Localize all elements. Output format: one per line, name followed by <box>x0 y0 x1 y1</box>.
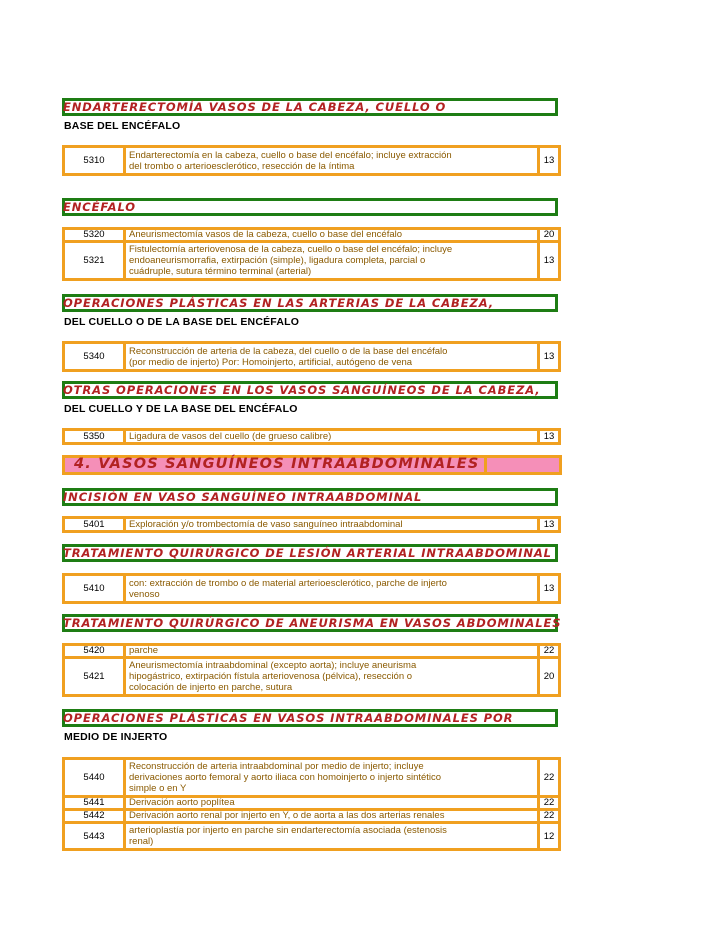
procedure-description <box>123 230 540 240</box>
procedure-code: 5321 <box>83 255 105 266</box>
procedure-description <box>123 344 540 369</box>
procedure-value: 13 <box>543 583 555 594</box>
description-line: Exploración y/o trombectomía de vaso sanguíneo intraabdominal <box>129 518 403 530</box>
description-line: con: extracción de trombo o de material arterioesclerótico, parche de injerto <box>129 577 447 589</box>
description-line: arterioplastía por injerto en parche sin endarterectomía asociada (estenosis <box>129 825 447 836</box>
table-row <box>62 145 561 176</box>
description-line: del trombo o arterioesclerótico, resección de la íntima <box>129 160 355 172</box>
procedure-code: 5440 <box>83 772 105 783</box>
section-title: TRATAMIENTO QUIRÚRGICO DE ANEURISMA EN VASOS ABDOMINALES <box>63 616 562 630</box>
table-row <box>62 240 561 281</box>
procedure-value: 13 <box>543 518 555 530</box>
procedure-code: 5410 <box>83 583 105 594</box>
table-row <box>62 573 561 604</box>
procedure-description <box>123 646 540 656</box>
section-title: OTRAS OPERACIONES EN LOS VASOS SANGUÍNEOS DE LA CABEZA, <box>63 383 541 397</box>
procedure-code: 5442 <box>83 810 105 821</box>
procedure-value: 13 <box>543 255 555 266</box>
section-title: OPERACIONES PLÁSTICAS EN LAS ARTERIAS DE LA CABEZA, <box>63 296 494 310</box>
procedure-description <box>123 811 540 821</box>
section-subtitle: BASE DEL ENCÉFALO <box>64 120 181 132</box>
procedure-value: 22 <box>543 810 555 821</box>
procedure-code: 5443 <box>83 830 105 842</box>
description-line: Aneurismectomía intraabdominal (excepto aorta); incluye aneurisma <box>129 660 417 671</box>
procedure-value: 13 <box>543 155 555 166</box>
table-row <box>62 428 561 445</box>
section-subtitle: DEL CUELLO O DE LA BASE DEL ENCÉFALO <box>64 316 300 328</box>
description-line: Endarterectomía en la cabeza, cuello o base del encéfalo; incluye extracción <box>129 149 452 161</box>
procedure-code: 5441 <box>83 797 105 808</box>
procedure-description <box>123 431 540 442</box>
description-line: derivaciones aorto femoral y aorto iliaca con homoinjerto o injerto sintético <box>129 772 442 783</box>
procedure-description <box>123 760 540 795</box>
procedure-description <box>123 659 540 694</box>
procedure-description <box>123 519 540 530</box>
procedure-value: 13 <box>543 351 555 362</box>
section-title: ENDARTERECTOMÍA VASOS DE LA CABEZA, CUELLO O <box>63 100 447 114</box>
description-line: cuádruple, sutura término terminal (arterial) <box>129 266 312 277</box>
procedure-value: 20 <box>543 229 555 240</box>
section-title: ENCÉFALO <box>63 200 136 214</box>
procedure-code: 5350 <box>83 430 105 442</box>
table-row <box>62 757 561 798</box>
table-row <box>62 516 561 533</box>
procedure-description <box>123 148 540 173</box>
section-title: OPERACIONES PLÁSTICAS EN VASOS INTRAABDOMINALES POR <box>63 711 514 725</box>
procedure-code: 5320 <box>83 229 105 240</box>
description-line: (por medio de injerto) Por: Homoinjerto, artificial, autógeno de vena <box>129 356 413 368</box>
section-subtitle: MEDIO DE INJERTO <box>64 731 168 743</box>
procedure-description <box>123 576 540 601</box>
description-line: Aneurismectomía vasos de la cabeza, cuello o base del encéfalo <box>129 229 403 240</box>
description-line: Reconstrucción de arteria intraabdominal por medio de injerto; incluye <box>129 761 424 772</box>
procedure-code: 5420 <box>83 645 105 656</box>
procedure-code: 5401 <box>83 518 105 530</box>
description-line: colocación de injerto en parche, sutura <box>129 682 293 693</box>
description-line: Derivación aorto renal por injerto en Y, o de aorta a las dos arterias renales <box>129 810 445 821</box>
description-line: Derivación aorto poplítea <box>129 797 235 808</box>
procedure-value: 22 <box>543 772 555 783</box>
description-line: renal) <box>129 836 154 847</box>
procedure-code: 5340 <box>83 351 105 362</box>
procedure-description <box>123 824 540 848</box>
description-line: endoaneurismorrafia, extirpación (simple), ligadura completa, parcial o <box>129 255 426 266</box>
section-header <box>62 198 558 216</box>
procedure-description <box>123 798 540 808</box>
table-row <box>62 821 561 851</box>
procedure-value: 22 <box>543 797 555 808</box>
procedure-code: 5421 <box>83 671 105 682</box>
description-line: Reconstrucción de arteria de la cabeza, del cuello o de la base del encéfalo <box>129 345 448 357</box>
procedure-value: 22 <box>543 645 555 656</box>
section-subtitle: DEL CUELLO Y DE LA BASE DEL ENCÉFALO <box>64 403 298 415</box>
table-row <box>62 341 561 372</box>
table-row <box>62 656 561 697</box>
description-line: hipogástrico, extirpación fístula arteriovenosa (pélvica), resección o <box>129 671 413 682</box>
procedure-value: 13 <box>543 430 555 442</box>
procedure-value: 12 <box>543 830 555 842</box>
description-line: Ligadura de vasos del cuello (de grueso calibre) <box>129 430 332 442</box>
procedure-value: 20 <box>543 671 555 682</box>
description-line: Fistulectomía arteriovenosa de la cabeza, cuello o base del encéfalo; incluye <box>129 244 453 255</box>
procedure-code: 5310 <box>83 155 105 166</box>
section-title: INCISIÓN EN VASO SANGUÍNEO INTRAABDOMINAL <box>63 490 423 504</box>
chapter-title: 4. VASOS SANGUÍNEOS INTRAABDOMINALES <box>74 456 480 472</box>
procedure-description <box>123 243 540 278</box>
description-line: venoso <box>129 588 160 600</box>
section-title: TRATAMIENTO QUIRÚRGICO DE LESIÓN ARTERIAL INTRAABDOMINAL <box>63 546 552 560</box>
description-line: simple o en Y <box>129 783 187 794</box>
description-line: parche <box>129 645 159 656</box>
